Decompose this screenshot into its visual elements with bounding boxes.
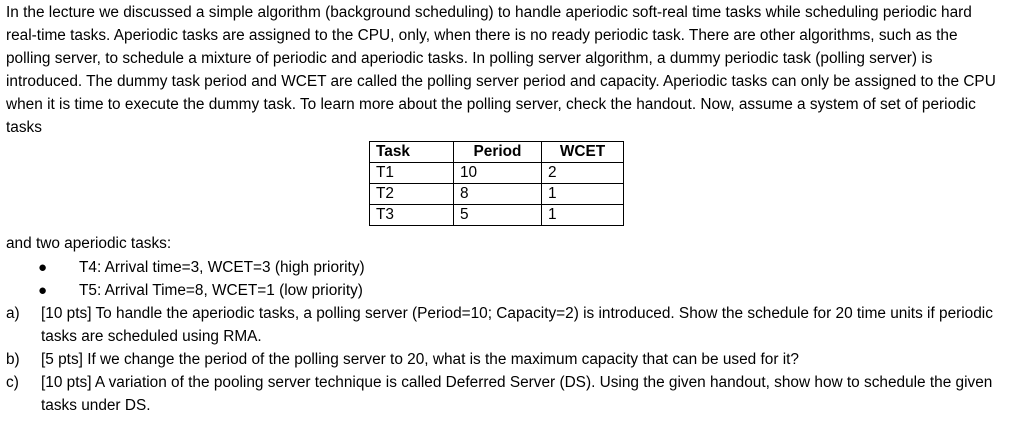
- cell-wcet: 2: [542, 163, 624, 184]
- list-item: [6, 256, 1024, 279]
- intro-paragraph: In the lecture we discussed a simple algorithm (background scheduling) to handle aperiodic soft-real time tasks while scheduling periodic hard real-time tasks. Aperiodic tasks are assigned to the CPU, only, when there is no ready periodic task. There are other algorithms, such as the polling server, to schedule a mixture of periodic and aperiodic tasks. In polling server algorithm, a dummy periodic task (polling server) is introduced. The dummy task period and WCET are called the polling server period and capacity. Aperiodic tasks can only be assigned to the CPU when it is time to execute the dummy task. To learn more about the polling server, check the handout. Now, assume a system of set of periodic tasks: [6, 4, 996, 136]
- bullet-icon: ●: [38, 259, 48, 276]
- aperiodic-lead-text: and two aperiodic tasks:: [6, 235, 172, 252]
- table-row: [370, 205, 624, 226]
- list-item: [6, 279, 1024, 302]
- table-row: [370, 163, 624, 184]
- part-text: [5 pts] If we change the period of the polling server to 20, what is the maximum capacity that can be used for it?: [41, 351, 799, 368]
- periodic-task-table: [369, 141, 624, 226]
- question-part-c: [6, 371, 1001, 417]
- cell-task: T1: [370, 163, 454, 184]
- aperiodic-task-text: T4: Arrival time=3, WCET=3 (high priority): [79, 259, 365, 276]
- part-text: [10 pts] A variation of the pooling server technique is called Deferred Server (DS). Using the given handout, show how to schedule the given tasks under DS.: [41, 374, 993, 414]
- cell-task: T2: [370, 184, 454, 205]
- header-period: Period: [454, 142, 542, 163]
- cell-period: 10: [454, 163, 542, 184]
- part-marker: a): [6, 305, 20, 322]
- question-part-b: [6, 348, 1001, 371]
- cell-period: 5: [454, 205, 542, 226]
- periodic-task-table-wrapper: [369, 141, 1024, 226]
- question-parts-list: [6, 302, 1024, 417]
- part-marker: c): [6, 374, 19, 391]
- bullet-icon: ●: [38, 282, 48, 299]
- cell-task: T3: [370, 205, 454, 226]
- table-header-row: [370, 142, 624, 163]
- cell-wcet: 1: [542, 184, 624, 205]
- header-task: Task: [370, 142, 454, 163]
- aperiodic-task-list: [6, 256, 1024, 302]
- part-text: [10 pts] To handle the aperiodic tasks, a polling server (Period=10; Capacity=2) is introduced. Show the schedule for 20 time units if periodic tasks are scheduled using RMA.: [41, 305, 993, 345]
- question-part-a: [6, 302, 1001, 348]
- table-row: [370, 184, 624, 205]
- cell-period: 8: [454, 184, 542, 205]
- aperiodic-task-text: T5: Arrival Time=8, WCET=1 (low priority): [79, 282, 363, 299]
- header-wcet: WCET: [542, 142, 624, 163]
- part-marker: b): [6, 351, 20, 368]
- cell-wcet: 1: [542, 205, 624, 226]
